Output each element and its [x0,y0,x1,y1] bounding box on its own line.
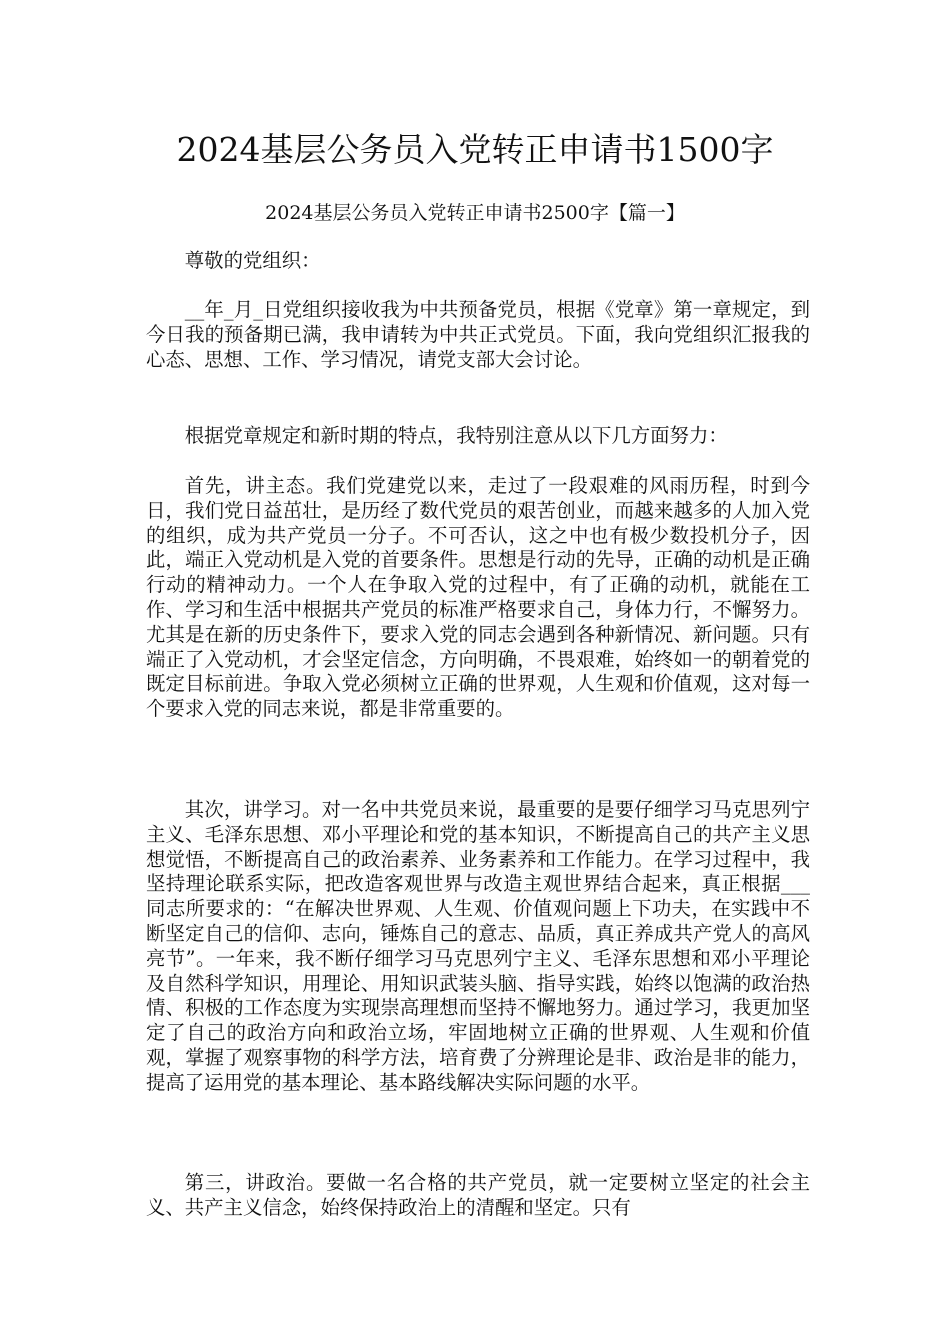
paragraph: 根据党章规定和新时期的特点，我特别注意从以下几方面努力： [184,424,728,447]
document-title: 2024基层公务员入党转正申请书1500字 [176,130,774,169]
paragraph: __年_月_日党组织接收我为中共预备党员，根据《党章》第一章规定，到今日我的预备期已满，我申请转为中共正式党员。下面，我向党组织汇报我的心态、思想、工作、学习情况，请党支部大会讨论。 [146,298,810,371]
paragraph: 首先，讲主态。我们党建党以来，走过了一段艰难的风雨历程，时到今日，我们党日益茁壮，是历经了数代党员的艰苦创业，而越来越多的人加入党的组织，成为共产党员一分子。不可否认，这之中也有极少数投机分子，因此，端正入党动机是入党的首要条件。思想是行动的先导，正确的动机是正确行动的精神动力。一个人在争取入党的过程中，有了正确的动机，就能在工作、学习和生活中根据共产党员的标准严格要求自己，身体力行，不懈努力。尤其是在新的历史条件下，要求入党的同志会遇到各种新情况、新问题。只有端正了入党动机，才会坚定信念，方向明确，不畏艰难，始终如一的朝着党的既定目标前进。争取入党必须树立正确的世界观，人生观和价值观，这对每一个要求入党的同志来说，都是非常重要的。 [146,474,810,721]
document-subtitle: 2024基层公务员入党转正申请书2500字【篇一】 [265,202,685,224]
paragraph: 第三，讲政治。要做一名合格的共产党员，就一定要树立坚定的社会主义、共产主义信念，始终保持政治上的清醒和坚定。只有 [146,1171,810,1219]
paragraph: 其次，讲学习。对一名中共党员来说，最重要的是要仔细学习马克思列宁主义、毛泽东思想、邓小平理论和党的基本知识，不断提高自己的共产主义思想觉悟，不断提高自己的政治素养、业务素养和工作能力。在学习过程中，我坚持理论联系实际，把改造客观世界与改造主观世界结合起来，真正根据___同志所要求的：“在解决世界观、人生观、价值观问题上下功夫，在实践中不断坚定自己的信仰、志向，锤炼自己的意志、品质，真正养成共产党人的高风亮节”。一年来，我不断仔细学习马克思列宁主义、毛泽东思想和邓小平理论及自然科学知识，用理论、用知识武装头脑、指导实践，始终以饱满的政治热情、积极的工作态度为实现崇高理想而坚持不懈地努力。通过学习，我更加坚定了自己的政治方向和政治立场，牢固地树立正确的世界观、人生观和价值观，掌握了观察事物的科学方法，培育费了分辨理论是非、政治是非的能力，提高了运用党的基本理论、基本路线解决实际问题的水平。 [146,798,810,1094]
greeting-paragraph: 尊敬的党组织： [184,249,321,272]
